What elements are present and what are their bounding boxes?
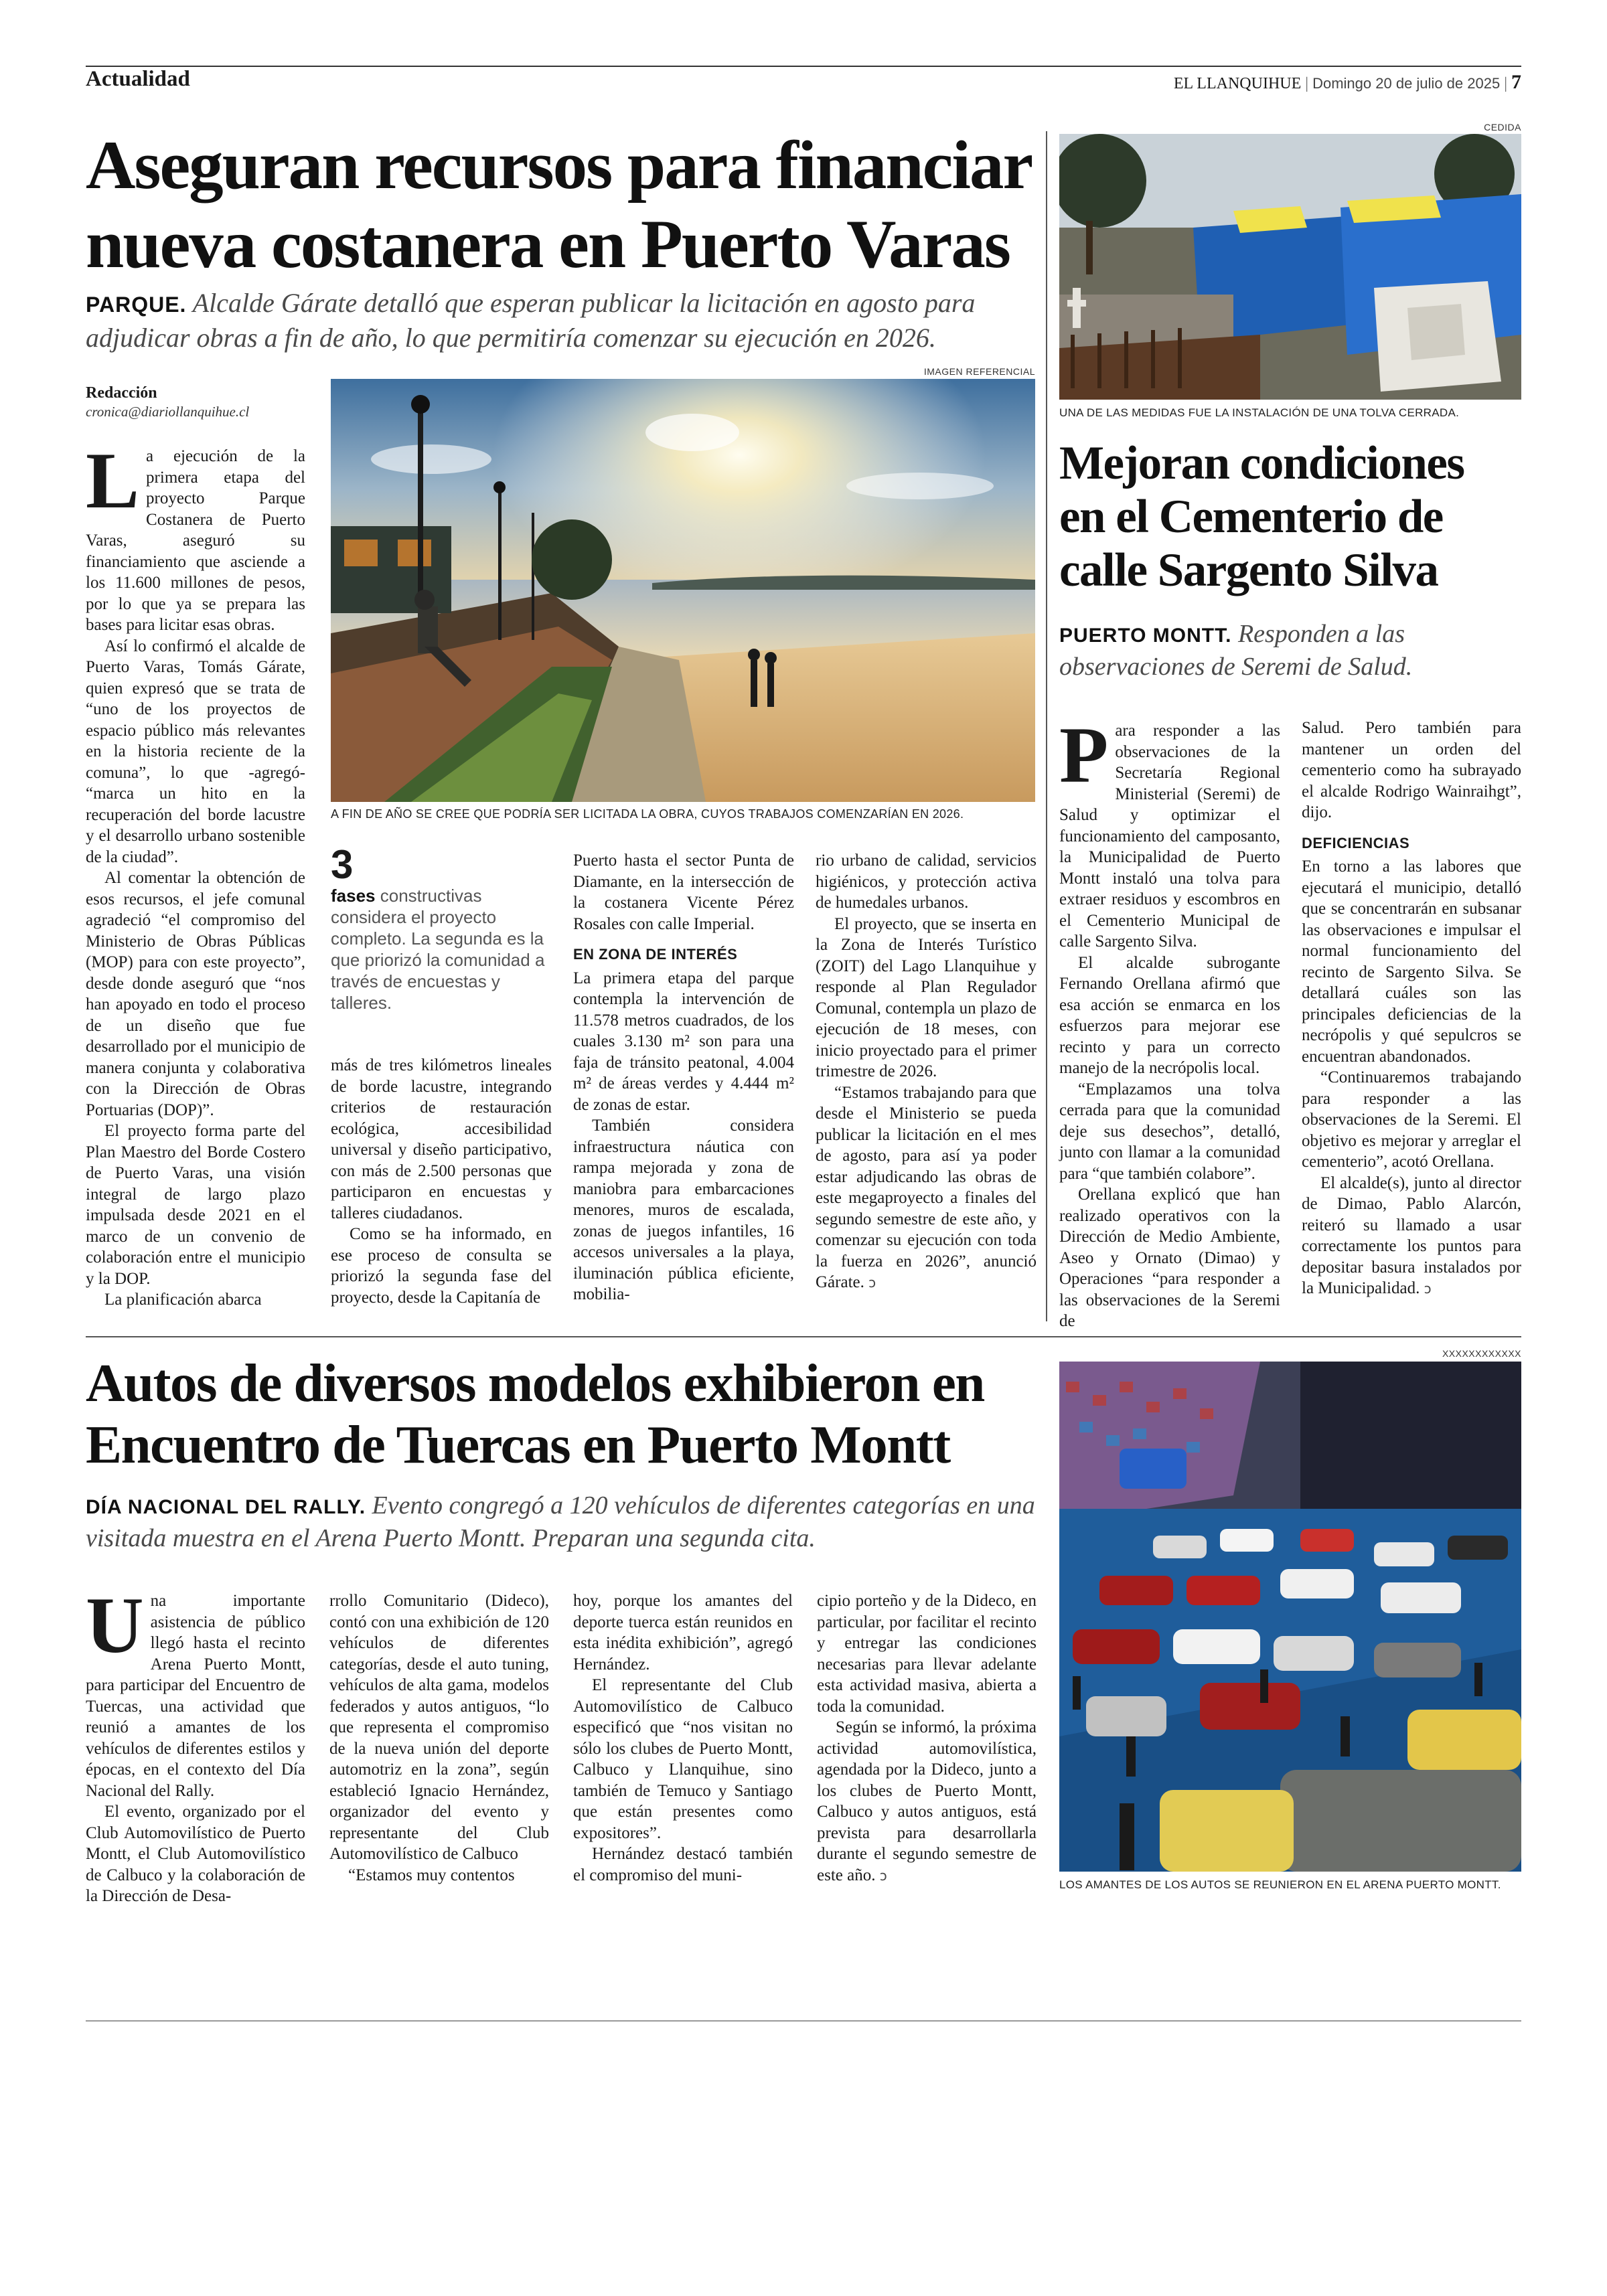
subheading: EN ZONA DE INTERÉS xyxy=(573,946,738,963)
article1-paragraph: Así lo confirmó el alcalde de Puerto Varas, Tomás Gárate, quien expresó que se trata de “uno de los proyectos de espacio público más relevantes en la historia reciente de la comuna”, lo que -agregó- “marca un hito en la recuperación del borde lacustre y el desarrollo urbano sostenible de la ciudad”. xyxy=(86,637,305,866)
image-credit: CEDIDA xyxy=(1484,122,1521,133)
article2-paragraph: El alcalde subrogante Fernando Orellana afirmó que esa acción se enmarca en los esfuerzos para mejorar ese recinto y para un correcto manejo de la necrópolis local. xyxy=(1059,953,1280,1077)
article1-paragraph: La primera etapa del parque contempla la intervención de 11.578 metros cuadrados, de los cuales 3.130 m² son para una faja de tránsito peatonal, 4.004 m² de áreas verdes y 4.444 m² de zonas de estar. xyxy=(573,969,794,1114)
article3-paragraph: cipio porteño y de la Dideco, en particular, por facilitar el recinto y entregar las condiciones necesarias para llevar adelante esta actividad masiva, abierta a toda la comunidad. xyxy=(817,1592,1037,1716)
article2-paragraph: “Emplazamos una tolva cerrada para que la comunidad deje sus desechos”, detalló, junto con llamar a la comunidad para “que también colabore”. xyxy=(1059,1080,1280,1183)
fact-text: fases constructivas considera el proyecto completo. La segunda es la que priorizó la comunidad a través de encuestas y talleres. xyxy=(331,886,545,1013)
article3-paragraph: hoy, porque los amantes del deporte tuerca están reunidos en esta inédita exhibición”, agregó Hernández. xyxy=(573,1592,793,1673)
article2-deck-text: Responden a las observaciones de Seremi de Salud. xyxy=(1059,620,1413,681)
article2-paragraph: El alcalde(s), junto al director de Dimao, Pablo Alarcón, reiteró su llamado a usar correctamente los puntos para depositar basura instalados por la Municipalidad. ↄ xyxy=(1302,1173,1521,1297)
headline-line: Autos de diversos modelos exhibieron en xyxy=(86,1353,984,1413)
fact-number: 3 xyxy=(331,842,354,887)
article3-kicker: DÍA NACIONAL DEL RALLY. xyxy=(86,1496,366,1518)
article3-paragraph: “Estamos muy contentos xyxy=(348,1866,515,1884)
fact-box xyxy=(331,842,552,1013)
article1-paragraph: “Estamos trabajando para que desde el Ministerio se pueda publicar la licitación en el mes de agosto, para así ya poder estar adjudicando las obras de este megaproyecto a finales del segundo semestre de este año, y comenzar su ejecución con toda la fuerza en 2026”, anunció Gárate. ↄ xyxy=(816,1083,1037,1291)
car-show-photo xyxy=(1059,1362,1521,1872)
article1-column-2 xyxy=(331,1055,552,1308)
photo-caption: A FIN DE AÑO SE CREE QUE PODRÍA SER LICITADA LA OBRA, CUYOS TRABAJOS COMENZARÍAN EN 2026. xyxy=(331,807,964,821)
byline-email: cronica@diariollanquihue.cl xyxy=(86,404,250,420)
masthead: EL LLANQUIHUE xyxy=(1173,75,1302,92)
article1-kicker: PARQUE. xyxy=(86,293,187,317)
article2-column-2 xyxy=(1302,718,1521,1300)
article1-column-4 xyxy=(816,850,1037,1294)
article-divider xyxy=(86,1336,1521,1337)
end-mark: ↄ xyxy=(879,1867,887,1884)
article3-paragraph: Una importante asistencia de público llegó hasta el recinto Arena Puerto Montt, para participar del Encuentro de Tuercas, una actividad que reunió a amantes de los vehículos de diferentes estilos y épocas, en el contexto del Día Nacional del Rally. xyxy=(86,1580,305,1800)
article3-deck xyxy=(86,1490,1043,1554)
article1-paragraph: rio urbano de calidad, servicios higiénicos, y protección activa de humedales urbanos. xyxy=(816,851,1037,912)
article1-paragraph: Al comentar la obtención de esos recursos, el jefe comunal agradeció “el compromiso del Ministerio de Obras Públicas (MOP) para con este proyecto”, desde donde aseguró que “nos han apoyado en todo el proceso de un diseño que fue desarrollado por el municipio de manera conjunta y colaborativa con la Dirección de Obras Portuarias (DOP)”. xyxy=(86,869,305,1119)
article3-paragraph: rrollo Comunitario (Dideco), contó con una exhibición de 120 vehículos de diferentes categorías, desde el auto tuning, vehículos de alta gama, modelos federados y autos antiguos, “lo que representa el compromiso de la nueva unión del deporte automotriz en la zona”, según estableció Ignacio Hernández, organizador del evento y representante del Club Automovilístico de Calbuco xyxy=(329,1592,549,1863)
section-label: Actualidad xyxy=(86,67,190,91)
issue-date: Domingo 20 de julio de 2025 xyxy=(1312,75,1501,92)
article3-paragraph: El representante del Club Automovilístico de Calbuco especificó que “nos visitan no sólo los clubes de Puerto Montt, Calbuco y Llanquihue, sino también de Temuco y Santiago que están presentes como expositores”. xyxy=(573,1676,793,1842)
headline-line: calle Sargento Silva xyxy=(1059,544,1438,596)
article1-deck-text: Alcalde Gárate detalló que esperan publicar la licitación en agosto para adjudicar obras a fin de año, lo que permitiría comenzar su ejecución en 2026. xyxy=(86,288,976,353)
article3-column-3 xyxy=(573,1590,793,1886)
article2-kicker: PUERTO MONTT. xyxy=(1059,625,1232,647)
article1-column-1 xyxy=(86,436,305,1311)
article1-headline xyxy=(86,126,1050,284)
dropcap: P xyxy=(1059,710,1109,799)
article2-column-1 xyxy=(1059,710,1280,1332)
article3-deck-text: Evento congregó a 120 vehículos de diferentes categorías en una visitada muestra en el Arena Puerto Montt. Preparan una segunda cita. xyxy=(86,1491,1035,1552)
photo-caption: UNA DE LAS MEDIDAS FUE LA INSTALACIÓN DE UNA TOLVA CERRADA. xyxy=(1059,406,1460,419)
article1-paragraph: La planificación abarca xyxy=(104,1291,262,1309)
article1-paragraph: El proyecto forma parte del Plan Maestro del Borde Costero de Puerto Varas, una visión integral de largo plazo impulsada desde 2021 en el marco de un convenio de colaboración entre el municipio y la DOP. xyxy=(86,1122,305,1288)
article2-headline xyxy=(1059,436,1521,597)
article1-paragraph: Puerto hasta el sector Punta de Diamante, en la intersección de la costanera Vicente Pérez Rosales con calle Imperial. xyxy=(573,851,794,933)
article1-byline xyxy=(86,384,249,420)
article1-column-3 xyxy=(573,850,794,1305)
article3-paragraph: Hernández destacó también el compromiso del muni- xyxy=(573,1845,793,1884)
headline-line: Mejoran condiciones xyxy=(1059,437,1464,489)
article1-paragraph: La ejecución de la primera etapa del proyecto Parque Costanera de Puerto Varas, aseguró su financiamiento que asciende a los 11.600 millones de pesos, por lo que ya se prepara las bases para licitar esas obras. xyxy=(86,436,305,634)
article3-column-2 xyxy=(329,1590,549,1886)
article2-paragraph: “Continuaremos trabajando para responder a las observaciones de la Seremi. El objetivo es mejorar y arreglar el cementerio”, acotó Orellana. xyxy=(1302,1068,1521,1171)
article2-paragraph: Orellana explicó que han realizado operativos con la Dirección de Medio Ambiente, Aseo y Ornato (Dimao) y Operaciones “para responder a las observaciones de la Seremi de xyxy=(1059,1185,1280,1330)
image-credit: XXXXXXXXXXXX xyxy=(1442,1348,1521,1359)
article3-headline xyxy=(86,1352,1050,1475)
headline-line: nueva costanera en Puerto Varas xyxy=(86,206,1010,282)
header-divider: | xyxy=(1504,75,1507,92)
article3-column-1 xyxy=(86,1580,305,1907)
article3-column-4 xyxy=(817,1590,1037,1886)
article3-paragraph: El evento, organizado por el Club Automovilístico de Puerto Montt, el Club Automovilístico de Calbuco y la colaboración de la Dirección de Desa- xyxy=(86,1803,305,1905)
headline-line: Aseguran recursos para financiar xyxy=(86,127,1032,203)
headline-line: en el Cementerio de xyxy=(1059,491,1443,543)
article1-paragraph: Como se ha informado, en ese proceso de consulta se priorizó la segunda fase del proyecto, desde la Capitanía de xyxy=(331,1225,552,1307)
dropcap: L xyxy=(86,436,140,525)
fact-word: fases xyxy=(331,886,376,906)
article3-paragraph: Según se informó, la próxima actividad automovilística, agendada por la Dideco, junto a los clubes de Puerto Montt, Calbuco y autos antiguos, está prevista para desarrollarla durante el segundo semestre de este año. ↄ xyxy=(817,1718,1037,1884)
article1-paragraph: más de tres kilómetros lineales de borde lacustre, integrando criterios de restauración ecológica, accesibilidad universal y diseño participativo, con más de 2.500 personas que participaron en encuestas y talleres ciudadanos. xyxy=(331,1056,552,1222)
article2-deck xyxy=(1059,619,1521,682)
page-bottom-rule xyxy=(86,2020,1521,2022)
end-mark: ↄ xyxy=(868,1275,876,1291)
byline-name: Redacción xyxy=(86,384,157,402)
photo-caption: LOS AMANTES DE LOS AUTOS SE REUNIERON EN EL ARENA PUERTO MONTT. xyxy=(1059,1878,1501,1891)
article2-paragraph: Salud. Pero también para mantener un orden del cementerio como ha subrayado el alcalde Rodrigo Wainraihgt”, dijo. xyxy=(1302,719,1521,821)
column-divider xyxy=(1046,131,1047,1321)
subheading: DEFICIENCIAS xyxy=(1302,834,1410,851)
page-number: 7 xyxy=(1511,71,1521,93)
article2-paragraph: En torno a las labores que ejecutará el municipio, detalló que se concentrarán en subsanar las observaciones e impulsar el normal funcionamiento del recinto de Sargento Silva. Se detallará cuáles son las principales deficiencias de la necrópolis y qué sepulcros se encuentran abandonados. xyxy=(1302,857,1521,1066)
article1-paragraph: El proyecto, que se inserta en la Zona de Interés Turístico (ZOIT) del Lago Llanquihue y responde al Plan Regulador Comunal, contempla un plazo de ejecución de 18 meses, con inicio proyectado para el primer trimestre de 2026. xyxy=(816,914,1037,1080)
article2-paragraph: Para responder a las observaciones de la Secretaría Regional Ministerial (Seremi) de Salud y optimizar el funcionamiento del camposanto, la Municipalidad de Puerto Montt instaló una tolva para extraer residuos y escombros en el Cementerio Municipal de calle Sargento Silva. xyxy=(1059,710,1280,951)
costanera-photo xyxy=(331,379,1035,802)
headline-line: Encuentro de Tuercas en Puerto Montt xyxy=(86,1414,950,1475)
dropcap: U xyxy=(86,1580,144,1669)
article1-deck xyxy=(86,286,1037,355)
article1-paragraph: También considera infraestructura náutica con rampa mejorada y zona de maniobra para embarcaciones menores, muros de escalada, zonas de juegos infantiles, 16 accesos universales a la playa, iluminación pública eficiente, mobilia- xyxy=(573,1117,794,1303)
end-mark: ↄ xyxy=(1424,1281,1432,1297)
cemetery-photo xyxy=(1059,134,1521,400)
page-header-info xyxy=(1174,71,1521,94)
header-divider: | xyxy=(1305,75,1309,92)
image-credit: IMAGEN REFERENCIAL xyxy=(923,366,1035,377)
